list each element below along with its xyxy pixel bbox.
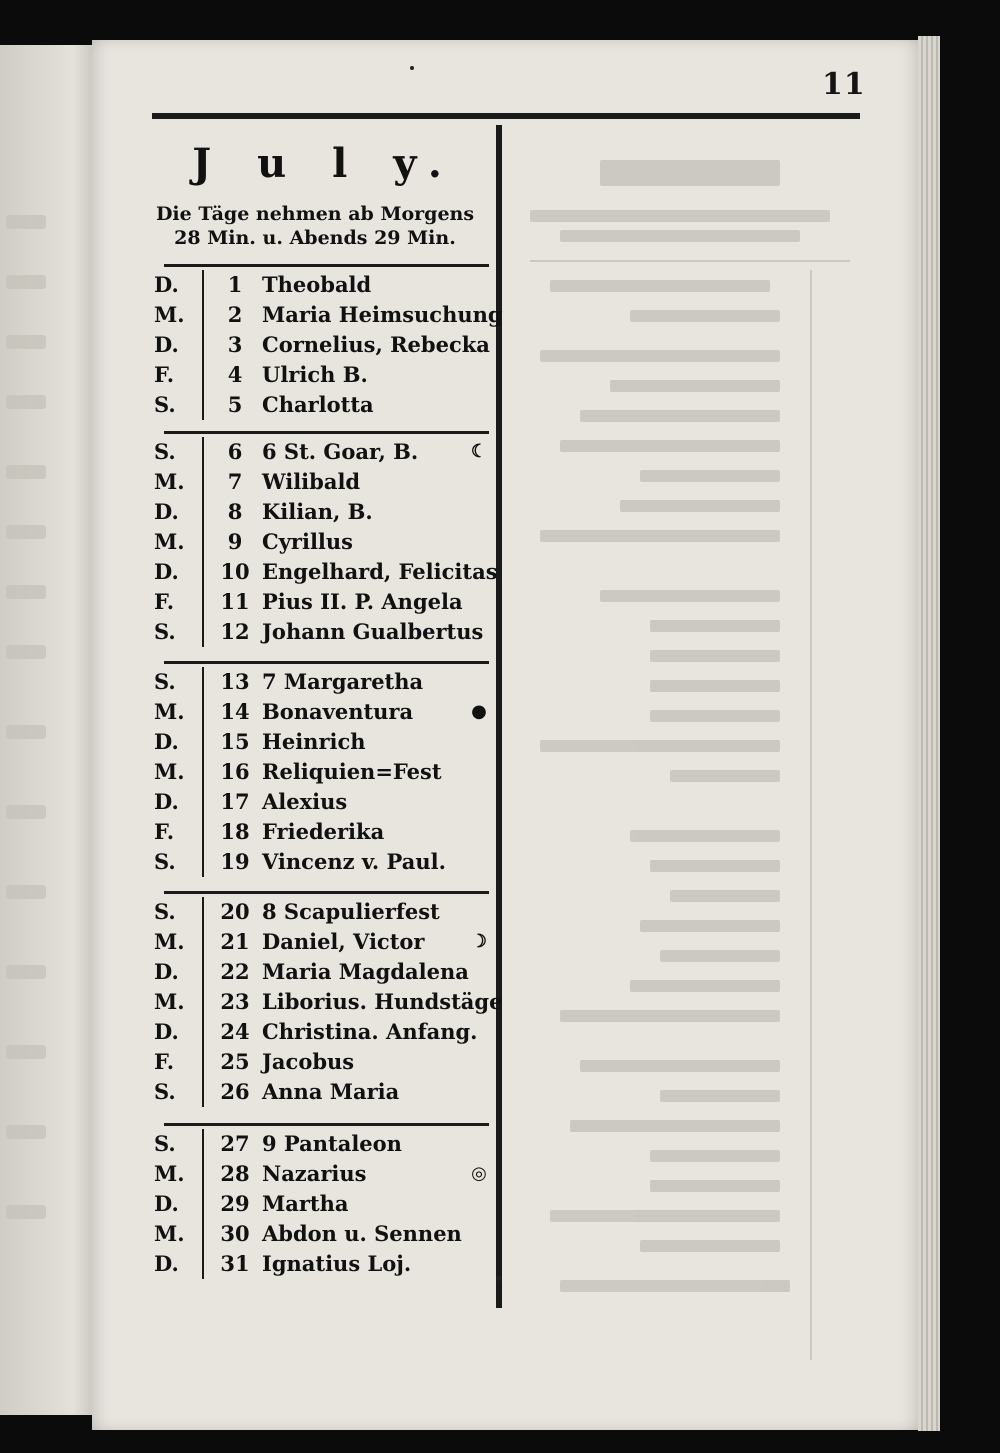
day-row bbox=[150, 587, 490, 617]
day-row bbox=[150, 957, 490, 987]
saint-name: Daniel, Victor bbox=[262, 929, 425, 954]
day-row bbox=[150, 987, 503, 1017]
day-number: 11 bbox=[220, 589, 250, 614]
saint-name: 7 Margaretha bbox=[262, 669, 424, 694]
day-number: 21 bbox=[220, 929, 250, 954]
ghost-text bbox=[6, 1205, 46, 1219]
day-number: 12 bbox=[220, 619, 250, 644]
saint-name: Reliquien=Fest bbox=[262, 759, 442, 784]
saint-name: Wilibald bbox=[262, 469, 361, 494]
day-row bbox=[150, 897, 490, 927]
day-number: 19 bbox=[220, 849, 250, 874]
day-row bbox=[150, 497, 490, 527]
weekday-abbrev: D. bbox=[154, 1191, 179, 1216]
day-row bbox=[150, 360, 490, 390]
weekday-abbrev: M. bbox=[154, 469, 185, 494]
day-row bbox=[150, 1129, 490, 1159]
page-number: 11 bbox=[822, 67, 866, 102]
weekday-abbrev: M. bbox=[154, 529, 185, 554]
day-row bbox=[150, 1017, 490, 1047]
ghost-text bbox=[6, 215, 46, 229]
month-title: J u l y. bbox=[192, 140, 458, 187]
day-row bbox=[150, 847, 490, 877]
weekday-abbrev: S. bbox=[154, 392, 176, 417]
show-through-text bbox=[520, 130, 870, 1300]
saint-name: Christina. Anfang. bbox=[262, 1019, 478, 1044]
day-number: 29 bbox=[220, 1191, 250, 1216]
weekday-abbrev: S. bbox=[154, 1079, 176, 1104]
day-row bbox=[150, 817, 490, 847]
saint-name: Abdon u. Sennen bbox=[262, 1221, 462, 1246]
week-block bbox=[150, 437, 498, 647]
daylight-note-line-1: Die Täge nehmen ab Morgens bbox=[155, 203, 475, 225]
weekday-abbrev: S. bbox=[154, 1131, 176, 1156]
saint-name: Heinrich bbox=[262, 729, 366, 754]
saint-name: Alexius bbox=[262, 789, 348, 814]
weekday-abbrev: F. bbox=[154, 589, 175, 614]
saint-name: Liborius. Hundstäge bbox=[262, 989, 503, 1014]
left-page-edge bbox=[0, 45, 105, 1415]
saint-name: Charlotta bbox=[262, 392, 374, 417]
saint-name: Vincenz v. Paul. bbox=[262, 849, 446, 874]
moon-phase-icon: ☾ bbox=[470, 441, 488, 462]
weekday-abbrev: F. bbox=[154, 1049, 175, 1074]
saint-name: Bonaventura bbox=[262, 699, 414, 724]
day-number: 31 bbox=[220, 1251, 250, 1276]
saint-name: Martha bbox=[262, 1191, 349, 1216]
day-number: 1 bbox=[227, 272, 243, 297]
saint-name: Jacobus bbox=[262, 1049, 355, 1074]
day-row bbox=[150, 667, 490, 697]
speck bbox=[410, 66, 414, 70]
day-number: 28 bbox=[220, 1161, 250, 1186]
day-number: 9 bbox=[227, 529, 243, 554]
weekday-abbrev: M. bbox=[154, 989, 185, 1014]
weekday-abbrev: M. bbox=[154, 302, 185, 327]
weekday-abbrev: D. bbox=[154, 559, 179, 584]
ghost-text bbox=[6, 965, 46, 979]
weekday-abbrev: D. bbox=[154, 1019, 179, 1044]
weekday-abbrev: S. bbox=[154, 619, 176, 644]
day-number: 18 bbox=[220, 819, 250, 844]
saint-name: 9 Pantaleon bbox=[262, 1131, 402, 1156]
week-block bbox=[150, 897, 503, 1107]
weekday-abbrev: D. bbox=[154, 332, 179, 357]
day-number: 23 bbox=[220, 989, 250, 1014]
day-row bbox=[150, 1047, 490, 1077]
week-rule bbox=[164, 1123, 489, 1126]
weekday-abbrev: D. bbox=[154, 1251, 179, 1276]
ghost-text bbox=[6, 335, 46, 349]
daylight-note-line-2: 28 Min. u. Abends 29 Min. bbox=[174, 227, 456, 249]
weekday-abbrev: M. bbox=[154, 759, 185, 784]
day-number: 8 bbox=[227, 499, 243, 524]
day-number: 4 bbox=[227, 362, 243, 387]
saint-name: Ignatius Loj. bbox=[262, 1251, 412, 1276]
day-number: 5 bbox=[227, 392, 243, 417]
saint-name: Johann Gualbertus bbox=[262, 619, 484, 644]
ghost-text bbox=[6, 805, 46, 819]
day-number: 7 bbox=[227, 469, 243, 494]
saint-name: Ulrich B. bbox=[262, 362, 368, 387]
saint-name: Pius II. P. Angela bbox=[262, 589, 463, 614]
saint-name: Maria Heimsuchung bbox=[262, 302, 503, 327]
day-number: 15 bbox=[220, 729, 250, 754]
day-row bbox=[150, 1077, 490, 1107]
ghost-text bbox=[6, 525, 46, 539]
day-number: 24 bbox=[220, 1019, 250, 1044]
ghost-text bbox=[6, 645, 46, 659]
day-row bbox=[150, 527, 490, 557]
weekday-abbrev: M. bbox=[154, 1221, 185, 1246]
day-number: 25 bbox=[220, 1049, 250, 1074]
day-number: 20 bbox=[220, 899, 250, 924]
saint-name: Cyrillus bbox=[262, 529, 354, 554]
day-row bbox=[150, 557, 498, 587]
weekday-abbrev: M. bbox=[154, 699, 185, 724]
day-row bbox=[150, 927, 490, 957]
ghost-text bbox=[6, 275, 46, 289]
weekday-abbrev: S. bbox=[154, 439, 176, 464]
day-number: 27 bbox=[220, 1131, 250, 1156]
saint-name: Anna Maria bbox=[262, 1079, 400, 1104]
week-rule bbox=[164, 661, 489, 664]
speck bbox=[496, 1276, 501, 1281]
weekday-abbrev: F. bbox=[154, 819, 175, 844]
saint-name: Engelhard, Felicitas bbox=[262, 559, 498, 584]
day-row bbox=[150, 757, 490, 787]
page-stack-edge bbox=[918, 36, 940, 1431]
day-number: 22 bbox=[220, 959, 250, 984]
ghost-text bbox=[6, 1125, 46, 1139]
day-row bbox=[150, 1249, 490, 1279]
saint-name: Friederika bbox=[262, 819, 385, 844]
day-row bbox=[150, 1189, 490, 1219]
day-row bbox=[150, 300, 503, 330]
day-row bbox=[150, 437, 490, 467]
weekday-abbrev: S. bbox=[154, 899, 176, 924]
moon-phase-icon: ◎ bbox=[471, 1163, 487, 1184]
day-row bbox=[150, 390, 490, 420]
daylight-note bbox=[140, 202, 490, 250]
saint-name: Theobald bbox=[262, 272, 372, 297]
ghost-text bbox=[6, 395, 46, 409]
week-rule bbox=[164, 431, 489, 434]
header-rule bbox=[152, 113, 860, 119]
day-row bbox=[150, 467, 490, 497]
day-number: 6 bbox=[227, 439, 243, 464]
weekday-abbrev: D. bbox=[154, 272, 179, 297]
saint-name: Cornelius, Rebecka bbox=[262, 332, 490, 357]
saint-name: 6 St. Goar, B. bbox=[262, 439, 419, 464]
weekday-abbrev: D. bbox=[154, 729, 179, 754]
day-row bbox=[150, 787, 490, 817]
weekday-abbrev: D. bbox=[154, 499, 179, 524]
day-row bbox=[150, 617, 490, 647]
day-number: 30 bbox=[220, 1221, 250, 1246]
week-rule bbox=[164, 891, 489, 894]
day-number: 16 bbox=[220, 759, 250, 784]
day-row bbox=[150, 697, 490, 727]
weekday-abbrev: S. bbox=[154, 849, 176, 874]
day-row bbox=[150, 330, 490, 360]
ghost-text bbox=[6, 1045, 46, 1059]
ghost-text bbox=[6, 885, 46, 899]
saint-name: Maria Magdalena bbox=[262, 959, 469, 984]
day-number: 3 bbox=[227, 332, 243, 357]
moon-phase-icon: ☽ bbox=[470, 931, 488, 952]
weekday-abbrev: S. bbox=[154, 669, 176, 694]
week-rule bbox=[164, 264, 489, 267]
day-number: 17 bbox=[220, 789, 250, 814]
day-row bbox=[150, 1219, 490, 1249]
week-block bbox=[150, 1129, 490, 1279]
day-row bbox=[150, 270, 490, 300]
day-number: 10 bbox=[220, 559, 250, 584]
moon-phase-icon: ● bbox=[471, 701, 487, 722]
saint-name: Nazarius bbox=[262, 1161, 367, 1186]
ghost-text bbox=[6, 725, 46, 739]
day-number: 14 bbox=[220, 699, 250, 724]
weekday-abbrev: M. bbox=[154, 1161, 185, 1186]
saint-name: Kilian, B. bbox=[262, 499, 373, 524]
weekday-abbrev: M. bbox=[154, 929, 185, 954]
weekday-abbrev: D. bbox=[154, 789, 179, 814]
week-block bbox=[150, 270, 503, 420]
weekday-abbrev: D. bbox=[154, 959, 179, 984]
day-number: 13 bbox=[220, 669, 250, 694]
day-row bbox=[150, 1159, 490, 1189]
day-row bbox=[150, 727, 490, 757]
day-number: 26 bbox=[220, 1079, 250, 1104]
week-block bbox=[150, 667, 490, 877]
saint-name: 8 Scapulierfest bbox=[262, 899, 440, 924]
ghost-text bbox=[6, 585, 46, 599]
day-number: 2 bbox=[227, 302, 243, 327]
ghost-text bbox=[6, 465, 46, 479]
weekday-abbrev: F. bbox=[154, 362, 175, 387]
